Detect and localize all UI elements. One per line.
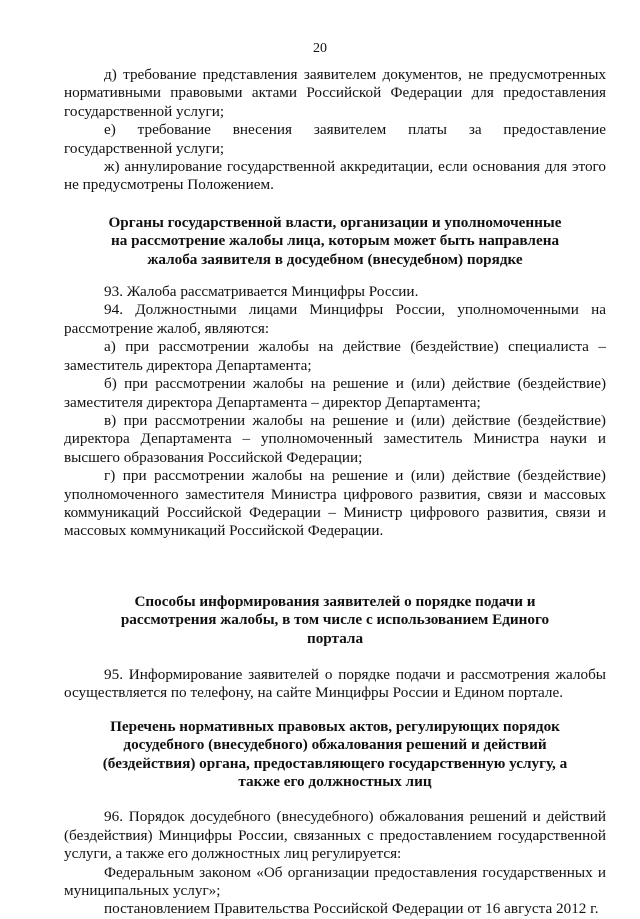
paragraph-94-a: а) при рассмотрении жалобы на действие (бездействие) специалиста – заместитель директора Департамента;	[64, 338, 606, 374]
document-body	[64, 66, 606, 919]
section-heading-legal-acts: Перечень нормативных правовых актов, регулирующих порядок досудебного (внесудебного) обжалования решений и действий (бездействия) органа, предоставляющего государственную услугу, а также его должностных лиц	[102, 717, 568, 790]
paragraph-96: 96. Порядок досудебного (внесудебного) обжалования решений и действий (бездействия) Минцифры России, связанных с предоставлением государственной услуги, а также его должностных лиц регулируется:	[64, 808, 606, 863]
section-heading-complaint-bodies: Органы государственной власти, организации и уполномоченные на рассмотрение жалобы лица, которым может быть направлена жалоба заявителя в досудебном (внесудебном) порядке	[108, 213, 562, 268]
paragraph-94-b: б) при рассмотрении жалобы на решение и (или) действие (бездействие) заместителя директора Департамента – директор Департамента;	[64, 375, 606, 411]
paragraph-e: е) требование внесения заявителем платы за предоставление государственной услуги;	[64, 121, 606, 157]
paragraph-federal-law: Федеральным законом «Об организации предоставления государственных и муниципальных услуг»;	[64, 863, 606, 900]
section-heading-informing-methods: Способы информирования заявителей о порядке подачи и рассмотрения жалобы, в том числе с использованием Единого портала	[120, 592, 550, 647]
paragraph-zh: ж) аннулирование государственной аккредитации, если основания для этого не предусмотрены Положением.	[64, 158, 606, 194]
paragraph-d: д) требование представления заявителем документов, не предусмотренных нормативными правовыми актами Российской Федерации для предоставления государственной услуги;	[64, 66, 606, 120]
paragraph-95: 95. Информирование заявителей о порядке подачи и рассмотрения жалобы осуществляется по телефону, на сайте Минцифры России и Едином портале.	[64, 665, 606, 702]
paragraph-government-decree: постановлением Правительства Российской Федерации от 16 августа 2012 г.	[104, 900, 599, 918]
paragraph-94-g: г) при рассмотрении жалобы на решение и (или) действие (бездействие) уполномоченного заместителя Министра цифрового развития, связи и массовых коммуникаций Российской Федерации – Министр цифрового развития, связи и массовых коммуникаций Российской Федерации.	[64, 467, 606, 540]
page-number: 20	[313, 41, 327, 56]
paragraph-93: 93. Жалоба рассматривается Минцифры России.	[104, 283, 419, 301]
paragraph-94-v: в) при рассмотрении жалобы на решение и (или) действие (бездействие) директора Департамента – уполномоченный заместитель Министра науки и высшего образования Российской Федерации;	[64, 411, 606, 466]
paragraph-94: 94. Должностными лицами Минцифры России, уполномоченными на рассмотрение жалоб, являются:	[64, 301, 606, 337]
